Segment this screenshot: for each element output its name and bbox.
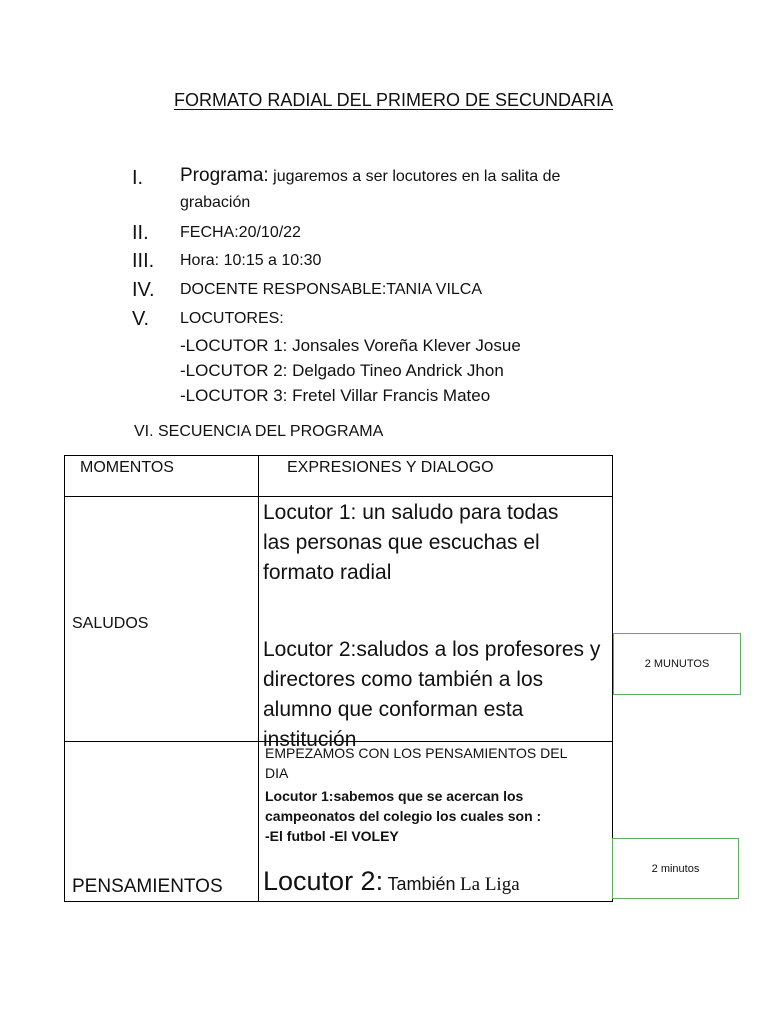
text-line: las personas que escuchas el <box>263 531 540 554</box>
saludo-locutor-2 <box>263 635 600 755</box>
text-line: EMPEZAMOS CON LOS PENSAMIENTOS DEL <box>265 745 568 761</box>
item-fecha: FECHA:20/10/22 <box>180 224 301 241</box>
item-number: V. <box>132 308 150 330</box>
item-number: I. <box>132 167 144 189</box>
text-line: campeonatos del colegio los cuales son : <box>265 808 542 824</box>
pensamientos-intro <box>265 743 567 783</box>
time-box <box>613 633 741 695</box>
page-title: FORMATO RADIAL DEL PRIMERO DE SECUNDARIA <box>174 90 614 110</box>
pensamientos-locutor-2 <box>263 866 520 897</box>
header-momentos: MOMENTOS <box>80 459 174 476</box>
locutor-2: -LOCUTOR 2: Delgado Tineo Andrick Jhon <box>180 361 504 380</box>
la-liga-text: La Liga <box>460 874 520 895</box>
locutor-1: -LOCUTOR 1: Jonsales Voreña Klever Josue <box>180 336 521 355</box>
text-line: institución <box>263 728 357 751</box>
pensamientos-locutor-1 <box>265 786 541 846</box>
time-box <box>612 838 739 899</box>
text-line: Locutor 2:saludos a los profesores y <box>263 638 601 661</box>
time-note: 2 MUNUTOS <box>644 658 710 670</box>
item-hora: Hora: 10:15 a 10:30 <box>180 252 322 269</box>
tambien-text: También <box>387 874 456 894</box>
momento-saludos: SALUDOS <box>72 615 149 632</box>
section-heading: VI. SECUENCIA DEL PROGRAMA <box>134 423 384 440</box>
text-line: Locutor 1: un saludo para todas <box>263 501 559 524</box>
item-docente: DOCENTE RESPONSABLE:TANIA VILCA <box>180 281 483 298</box>
row-divider <box>65 496 612 497</box>
column-divider <box>258 456 259 901</box>
text-line: formato radial <box>263 561 392 584</box>
programa-label: Programa: <box>180 165 269 186</box>
programa-text: jugaremos a ser locutores en la salita de <box>273 168 561 185</box>
text-line: -El futbol -El VOLEY <box>265 828 399 844</box>
item-programa <box>180 165 560 187</box>
text-line: DIA <box>265 765 289 781</box>
text-line: alumno que conforman esta <box>263 698 524 721</box>
locutor-2-label: Locutor 2: <box>263 866 384 896</box>
momento-pensamientos: PENSAMIENTOS <box>72 876 223 897</box>
item-number: II. <box>132 222 149 244</box>
text-line: directores como también a los <box>263 668 544 691</box>
item-number: III. <box>132 250 155 272</box>
saludo-locutor-1 <box>263 498 558 588</box>
programa-text-continued: grabación <box>180 194 251 211</box>
time-note: 2 minutos <box>651 862 700 875</box>
text-line: Locutor 1:sabemos que se acercan los <box>265 788 524 804</box>
item-locutores: LOCUTORES: <box>180 310 284 327</box>
header-expresiones: EXPRESIONES Y DIALOGO <box>287 459 494 476</box>
program-table <box>64 455 613 902</box>
locutor-3: -LOCUTOR 3: Fretel Villar Francis Mateo <box>180 386 491 405</box>
item-number: IV. <box>132 279 155 301</box>
